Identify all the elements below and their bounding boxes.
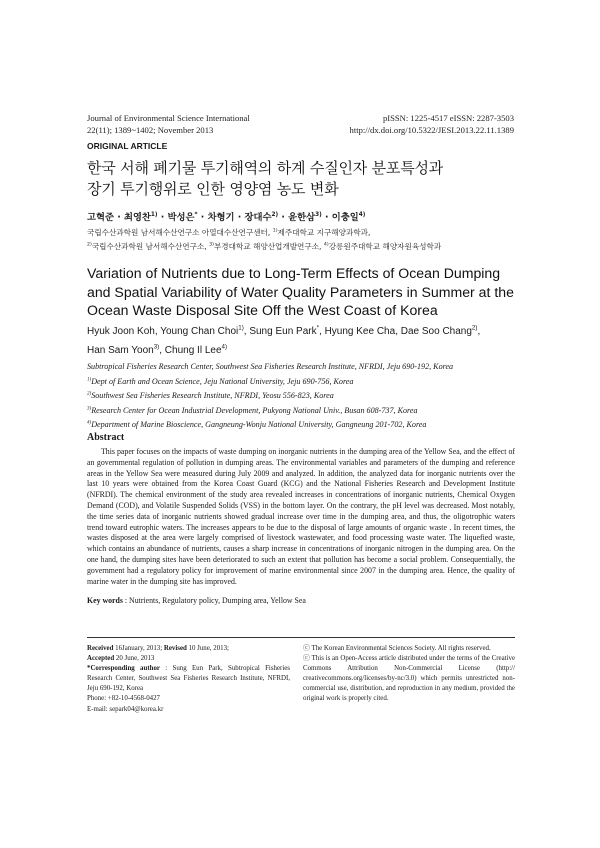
author-separator: · xyxy=(197,212,208,223)
email-link[interactable]: E-mail: separk04@korea.kr xyxy=(87,705,164,713)
affiliation-text: 국립수산과학원 남서해수산연구소, xyxy=(91,241,210,251)
keywords-list: : Nutrients, Regulatory policy, Dumping area, Yellow Sea xyxy=(122,596,306,605)
revised-date: 10 June, 2013; xyxy=(186,645,229,652)
author-separator: , xyxy=(243,326,250,337)
affiliation-text: 제주대학교 지구해양과학과, xyxy=(277,228,371,237)
doi-link[interactable]: http://dx.doi.org/10.5322/JESI.2013.22.11.1389 xyxy=(349,124,514,135)
korean-authors xyxy=(87,209,517,223)
author-superscript: 4) xyxy=(221,343,228,351)
korean-title xyxy=(87,158,517,200)
received-label: Received xyxy=(87,645,114,652)
abstract-body: This paper focuses on the impacts of waste dumping on inorganic nutrients in the dumping area of the Yellow Sea, and the effect of an governmental regulation of pollution in dumping areas. The environmental variables and parameters of the dumping and reference areas in the Yellow Sea were measured during July 2009 and analyzed. In addition, the analyzed data for inorganic nutrients over the last 10 years were obtained from the Korea Coast Guard (KCG) and the National Fisheries Research and Development Institute (NFRDI). The chemical environment of the study area revealed increases in concentrations of inorganic nutrients, Chemical Oxygen Demand (COD), and Volatile Suspended Solids (VSS) in the bottom layer. On the contrary, the pH level was decreased. Most notably, the time series data of inorganic nutrients showed gradual increase over time in the dumping area, and thus, the oligotrophic waters trend toward eutrophic waters. The increases appears to be due to the disposal of large amounts of organic waste . In recent times, the wastes disposed at the area were largely comprised of livestock wastewater, and food processing waste water. The liquefied waste, which contains an abundance of nutrients, causes a sharp increase in concentrations of inorganic nitrogen in the dumping area. On the one hand, the dumping sites have been deteriorated to such an extent that pollution has become a social problem. Consequentially, the government had a regulatory policy for improvement of marine environmental since 2007 in the dumping area. Hence, the quality of marine water in the dumping site has improved. xyxy=(87,447,515,586)
english-title: Variation of Nutrients due to Long-Term Effects of Ocean Dumping and Spatial Variability of Water Quality Parameters in Summer at the Ocean Waste Disposal Site Off the West Coast of Korea xyxy=(87,265,514,318)
affiliation-text: Research Center for Ocean Industrial Development, Pukyong National Univ., Busan 608-737, Korea xyxy=(91,405,418,415)
affiliation-line xyxy=(87,389,527,404)
affiliation-line xyxy=(87,226,517,240)
affiliation-line xyxy=(87,240,517,254)
footnote-divider xyxy=(87,637,515,638)
received-date: 16January, 2013; xyxy=(113,645,164,652)
affiliation-superscript: 3) xyxy=(209,241,214,247)
issn: pISSN: 1225-4517 eISSN: 2287-3503 xyxy=(382,113,514,123)
article-type: ORIGINAL ARTICLE xyxy=(87,141,168,151)
author-superscript: 3) xyxy=(153,343,160,351)
author-superscript: 2) xyxy=(471,324,478,332)
affiliation-line xyxy=(87,418,527,433)
author-name: 차형기 xyxy=(207,212,235,223)
journal-name: Journal of Environmental Science International xyxy=(87,113,250,123)
author-separator: · xyxy=(321,212,332,223)
corresponding-address: : Sung Eun Park, Subtropical Fisheries Research Center, Southwest Sea Fisheries Research Institute, NFRDI, Jeju 690-192, Korea xyxy=(87,665,290,693)
affiliation-text: Dept of Earth and Ocean Science, Jeju National University, Jeju 690-756, Korea xyxy=(91,376,354,386)
author-separator: , xyxy=(154,326,161,337)
author-name: Young Chan Choi xyxy=(160,326,239,337)
affiliation-superscript: 1) xyxy=(87,376,92,382)
author-superscript: 4) xyxy=(358,211,366,218)
author-superscript: 1) xyxy=(150,211,158,218)
author-superscript: 3) xyxy=(315,211,322,218)
author-name: 최영찬 xyxy=(123,212,151,223)
author-name: 윤한삼 xyxy=(288,212,316,223)
revised-label: Revised xyxy=(163,645,187,652)
affiliation-superscript: 1) xyxy=(272,228,278,234)
english-affiliations xyxy=(87,360,527,433)
author-separator: , xyxy=(159,345,165,356)
affiliation-line xyxy=(87,360,527,375)
affiliation-text: Subtropical Fisheries Research Center, Southwest Sea Fisheries Research Institute, NFRDI, Jeju 690-192, Korea xyxy=(87,362,454,371)
author-separator: , xyxy=(477,326,481,337)
english-authors xyxy=(87,322,517,360)
abstract-heading: Abstract xyxy=(87,432,125,443)
accepted-date: 20 June, 2013 xyxy=(114,655,155,663)
author-separator: · xyxy=(234,212,245,223)
author-superscript: * xyxy=(316,324,320,332)
affiliation-line xyxy=(87,404,527,419)
received-line xyxy=(87,644,290,654)
affiliation-text: 부경대학교 해양산업개발연구소, xyxy=(213,241,324,251)
author-separator: , xyxy=(395,326,401,337)
author-name: Sung Eun Park xyxy=(249,326,317,337)
affiliation-superscript: 3) xyxy=(87,406,92,412)
author-superscript: 2) xyxy=(271,211,279,218)
corresponding-label: *Corresponding author xyxy=(87,665,160,673)
author-name: 박성은 xyxy=(167,212,195,223)
author-name: Hyuk Joon Koh xyxy=(87,326,155,337)
affiliation-text: 국립수산과학원 남서해수산연구소 아열대수산연구센터, xyxy=(87,228,273,237)
journal-ids xyxy=(300,113,514,136)
author-separator: , xyxy=(319,326,325,337)
accepted-line xyxy=(87,654,290,664)
affiliation-superscript: 2) xyxy=(87,241,92,247)
affiliation-text: Southwest Sea Fisheries Research Institute, NFRDI, Yeosu 556-823, Korea xyxy=(91,391,334,401)
author-name: Han Sam Yoon xyxy=(87,345,154,356)
affiliation-superscript: 2) xyxy=(87,391,92,397)
author-name: 이충일 xyxy=(331,212,359,223)
author-separator: · xyxy=(157,212,168,223)
korean-title-line2: 장기 투기행위로 인한 영양염 농도 변화 xyxy=(87,180,339,198)
keywords xyxy=(87,596,515,605)
author-name: Hyung Kee Cha xyxy=(324,326,396,337)
korean-title-line1: 한국 서해 폐기물 투기해역의 하계 수질인자 분포특성과 xyxy=(87,159,444,177)
author-superscript: 1) xyxy=(238,324,244,332)
author-separator: · xyxy=(113,212,124,223)
keywords-label: Key words xyxy=(87,596,123,605)
affiliation-text: Department of Marine Bioscience, Gangneung-Wonju National University, Gangneung 201-702, Korea xyxy=(91,420,427,430)
copyright-block xyxy=(303,644,515,705)
author-superscript: * xyxy=(194,211,198,218)
phone: Phone: +82-10-4568-0427 xyxy=(87,695,160,703)
author-name: Chung Il Lee xyxy=(164,345,222,356)
license-notice: ⓒ This is an Open-Access article distributed under the terms of the Creative Commons Attribution Non-Commercial License (http:// creativecommons.org/licenses/by-nc/3.0) which permits unrestricted non-commercial use, distribution, and reproduction in any medium, provided the original work is properly cited. xyxy=(303,655,515,703)
affiliation-line xyxy=(87,375,527,390)
author-name: 고혁준 xyxy=(87,212,114,223)
article-history xyxy=(87,644,290,715)
affiliation-superscript: 4) xyxy=(323,241,329,247)
accepted-label: Accepted xyxy=(87,655,115,663)
copyright-notice: ⓒ The Korean Environmental Sciences Society. All rights reserved. xyxy=(303,645,491,652)
author-separator: · xyxy=(278,212,289,223)
korean-affiliations xyxy=(87,226,517,253)
author-name: Dae Soo Chang xyxy=(400,326,472,337)
affiliation-superscript: 4) xyxy=(87,420,92,426)
corresponding-line xyxy=(87,664,290,694)
affiliation-text: 강릉원주대학교 해양자원육성학과 xyxy=(328,241,442,251)
journal-issue: 22(11); 1389~1402; November 2013 xyxy=(87,124,214,135)
author-name: 장대수 xyxy=(244,212,272,223)
